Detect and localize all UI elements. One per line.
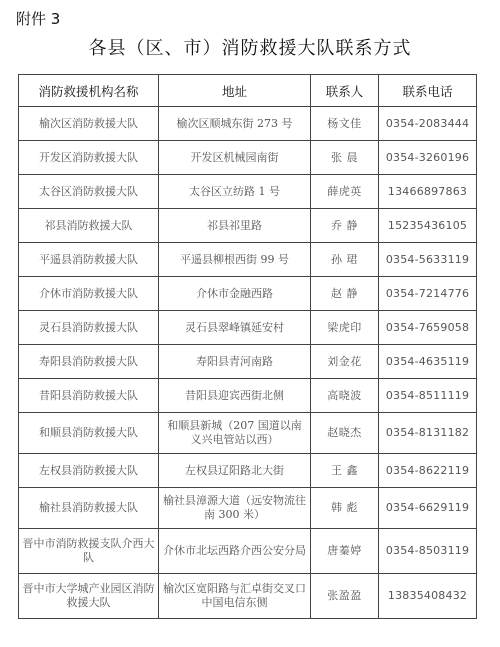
agency-name: 开发区消防救援大队 — [19, 141, 159, 175]
agency-name: 祁县消防救援大队 — [19, 209, 159, 243]
address: 灵石县翠峰镇延安村 — [159, 311, 311, 345]
phone-number: 0354-7214776 — [379, 277, 477, 311]
table-row — [19, 488, 477, 529]
address: 榆社县漳源大道（远安物流往南 300 米） — [159, 488, 311, 529]
address: 平遥县柳根西街 99 号 — [159, 243, 311, 277]
phone-number: 13466897863 — [379, 175, 477, 209]
contact-person: 高晓波 — [311, 379, 379, 413]
table-row — [19, 243, 477, 277]
phone-number: 0354-8503119 — [379, 529, 477, 574]
address: 介休市北坛西路介西公安分局 — [159, 529, 311, 574]
attachment-label: 附件 3 — [16, 10, 61, 28]
address: 太谷区立纺路 1 号 — [159, 175, 311, 209]
phone-number: 13835408432 — [379, 574, 477, 619]
address: 祁县祁里路 — [159, 209, 311, 243]
table-header-row — [19, 75, 477, 107]
contact-person: 韩 彪 — [311, 488, 379, 529]
address: 介休市金融西路 — [159, 277, 311, 311]
header-contact-person: 联系人 — [311, 75, 379, 107]
contact-person: 张 晨 — [311, 141, 379, 175]
phone-number: 0354-8511119 — [379, 379, 477, 413]
phone-number: 15235436105 — [379, 209, 477, 243]
contact-person: 刘金花 — [311, 345, 379, 379]
contact-person: 乔 静 — [311, 209, 379, 243]
phone-number: 0354-8622119 — [379, 454, 477, 488]
contact-person: 杨文佳 — [311, 107, 379, 141]
agency-name: 介休市消防救援大队 — [19, 277, 159, 311]
table-row — [19, 209, 477, 243]
phone-number: 0354-8131182 — [379, 413, 477, 454]
table-row — [19, 379, 477, 413]
agency-name: 平遥县消防救援大队 — [19, 243, 159, 277]
agency-name: 和顺县消防救援大队 — [19, 413, 159, 454]
contact-person: 薛虎英 — [311, 175, 379, 209]
contact-person: 赵晓杰 — [311, 413, 379, 454]
table-row — [19, 454, 477, 488]
agency-name: 晋中市消防救援支队介西大队 — [19, 529, 159, 574]
address: 榆次区宽阳路与汇卓街交叉口中国电信东侧 — [159, 574, 311, 619]
agency-name: 灵石县消防救援大队 — [19, 311, 159, 345]
table-row — [19, 107, 477, 141]
contacts-table — [18, 74, 477, 619]
phone-number: 0354-4635119 — [379, 345, 477, 379]
address: 昔阳县迎宾西街北侧 — [159, 379, 311, 413]
agency-name: 寿阳县消防救援大队 — [19, 345, 159, 379]
agency-name: 榆次区消防救援大队 — [19, 107, 159, 141]
header-address: 地址 — [159, 75, 311, 107]
agency-name: 左权县消防救援大队 — [19, 454, 159, 488]
table-row — [19, 141, 477, 175]
phone-number: 0354-5633119 — [379, 243, 477, 277]
agency-name: 榆社县消防救援大队 — [19, 488, 159, 529]
phone-number: 0354-6629119 — [379, 488, 477, 529]
table-row — [19, 175, 477, 209]
page-title: 各县（区、市）消防救援大队联系方式 — [88, 38, 412, 59]
agency-name: 太谷区消防救援大队 — [19, 175, 159, 209]
contact-person: 赵 静 — [311, 277, 379, 311]
address: 和顺县新城（207 国道以南义兴电管站以西） — [159, 413, 311, 454]
agency-name: 昔阳县消防救援大队 — [19, 379, 159, 413]
address: 寿阳县青河南路 — [159, 345, 311, 379]
address: 榆次区顺城东街 273 号 — [159, 107, 311, 141]
contact-person: 孙 珺 — [311, 243, 379, 277]
contact-person: 唐蓁婷 — [311, 529, 379, 574]
table-row — [19, 277, 477, 311]
header-agency-name: 消防救援机构名称 — [19, 75, 159, 107]
phone-number: 0354-2083444 — [379, 107, 477, 141]
table-row — [19, 413, 477, 454]
address: 左权县辽阳路北大街 — [159, 454, 311, 488]
agency-name: 晋中市大学城产业园区消防救援大队 — [19, 574, 159, 619]
table-row — [19, 574, 477, 619]
phone-number: 0354-3260196 — [379, 141, 477, 175]
table-row — [19, 311, 477, 345]
address: 开发区机械园南街 — [159, 141, 311, 175]
contact-person: 张盈盈 — [311, 574, 379, 619]
table-row — [19, 529, 477, 574]
contact-person: 王 鑫 — [311, 454, 379, 488]
header-phone: 联系电话 — [379, 75, 477, 107]
phone-number: 0354-7659058 — [379, 311, 477, 345]
table-row — [19, 345, 477, 379]
contact-person: 梁虎印 — [311, 311, 379, 345]
